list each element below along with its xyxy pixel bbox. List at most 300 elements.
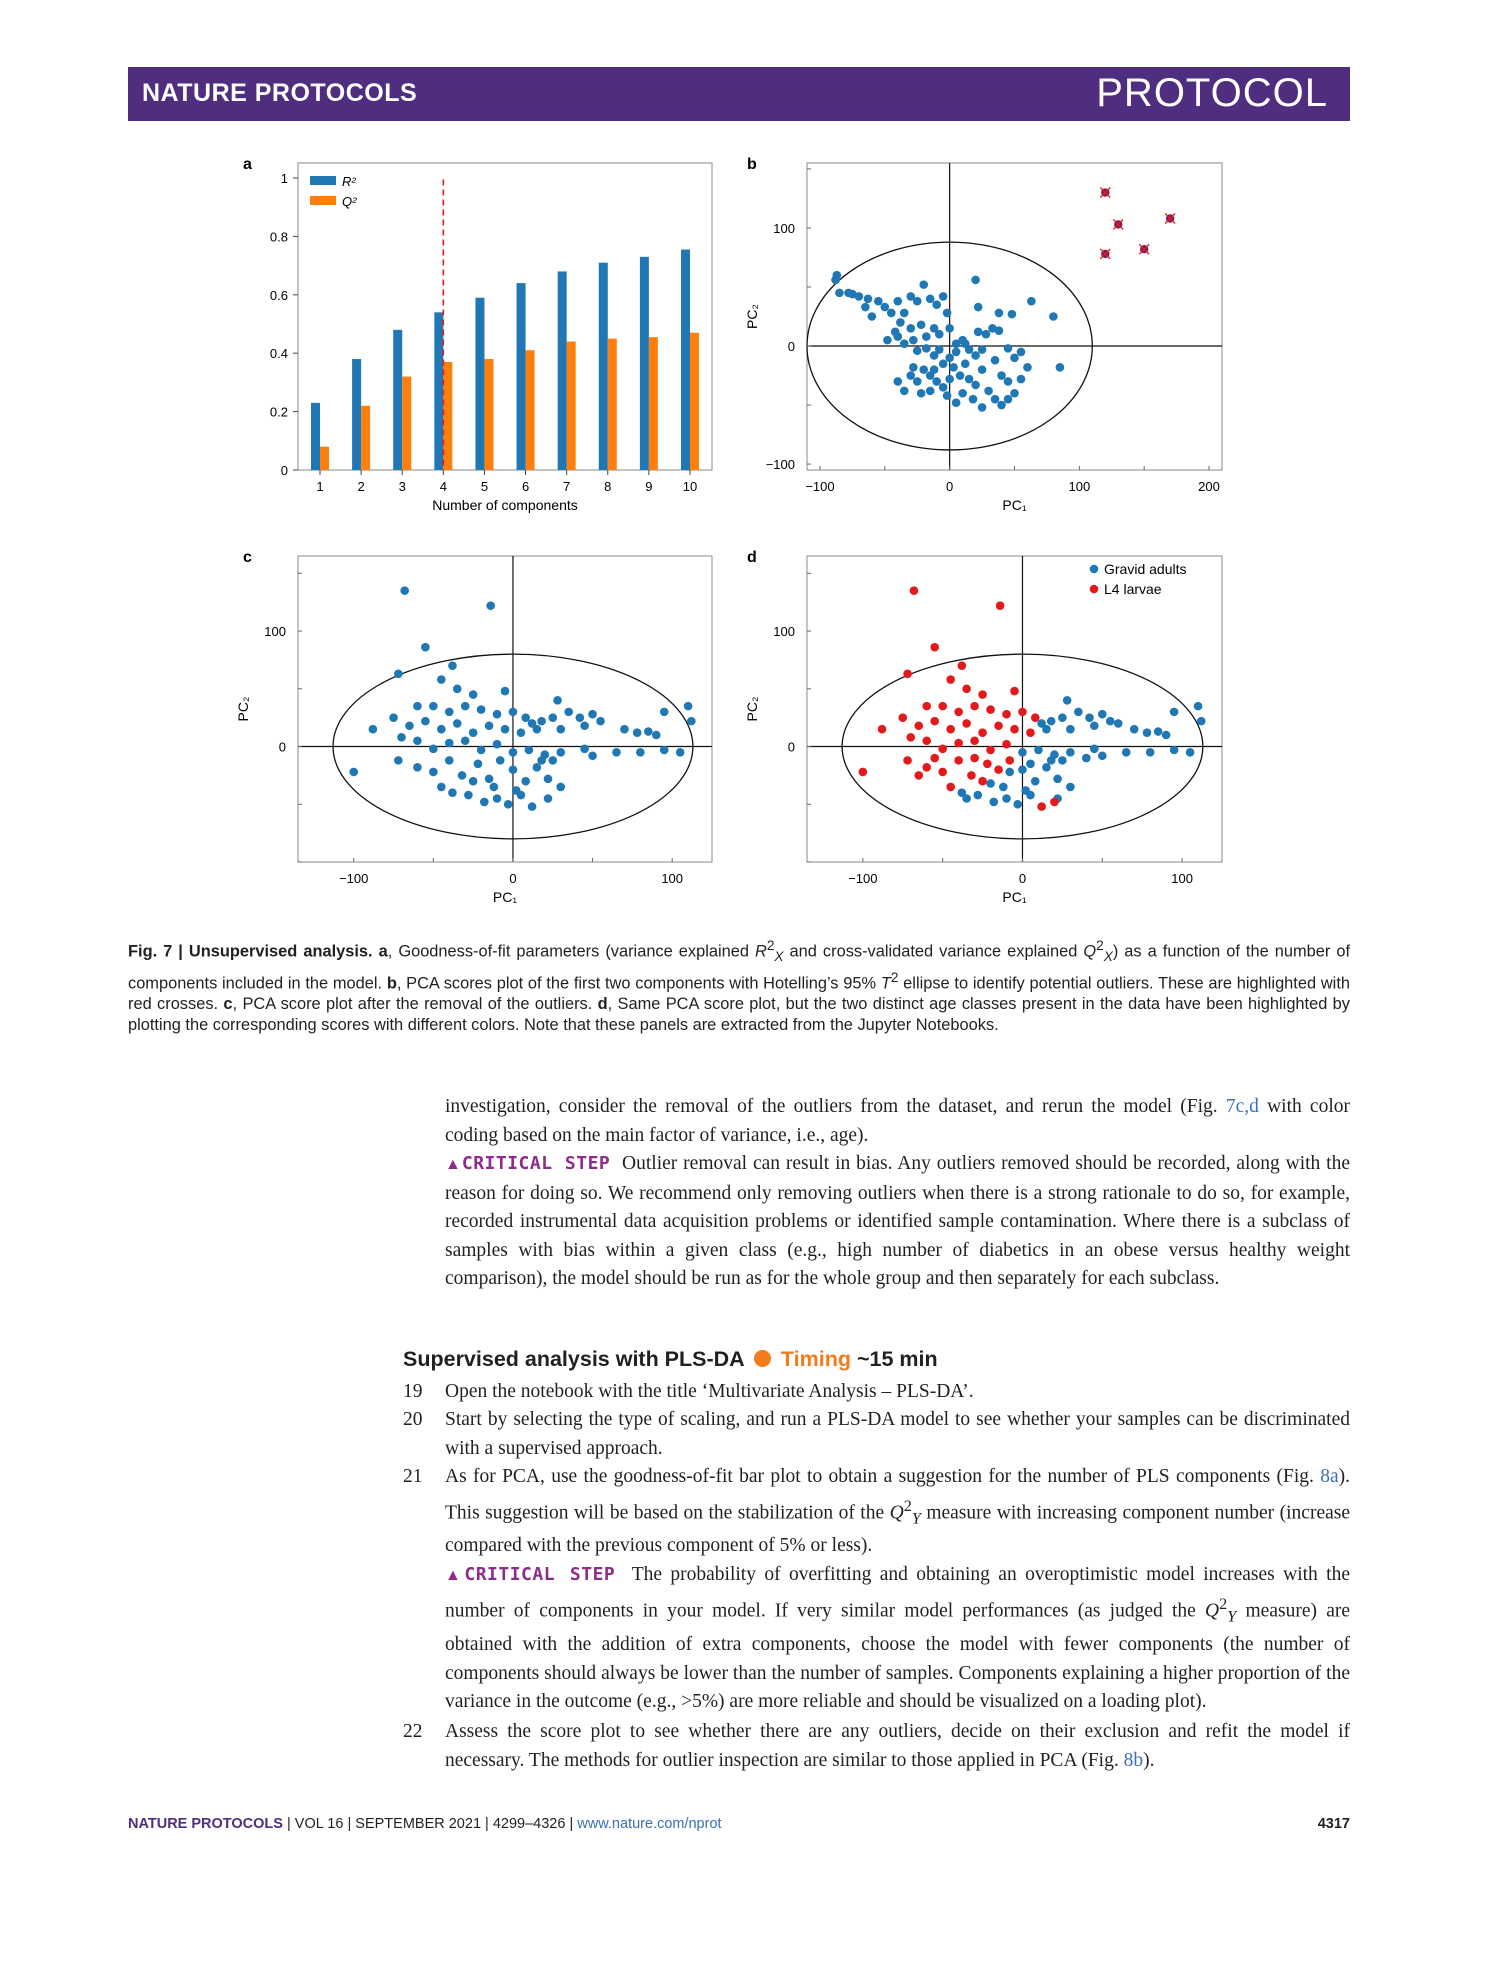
score-point xyxy=(504,800,513,809)
bar-r2 xyxy=(640,257,649,470)
score-point xyxy=(596,717,605,726)
caption-panel-c: c xyxy=(223,995,233,1014)
score-point xyxy=(1018,765,1027,774)
bar-r2 xyxy=(517,283,526,470)
score-point xyxy=(943,309,952,318)
score-point xyxy=(1004,344,1013,353)
score-point xyxy=(935,330,944,339)
score-point xyxy=(970,736,979,745)
score-point xyxy=(917,320,926,329)
score-point xyxy=(544,775,553,784)
score-point xyxy=(956,371,965,380)
y-axis-label: PC₂ xyxy=(744,304,760,329)
score-point xyxy=(429,768,438,777)
caption-text: , PCA scores plot of the first two components with Hotelling’s 95% xyxy=(396,974,881,993)
score-point xyxy=(971,381,980,390)
legend-label: Gravid adults xyxy=(1104,561,1187,577)
score-point xyxy=(652,731,661,740)
score-point xyxy=(477,705,486,714)
score-point xyxy=(971,276,980,285)
caption-q2x: Q xyxy=(1083,942,1097,961)
score-point xyxy=(620,725,629,734)
score-point xyxy=(914,771,923,780)
score-point xyxy=(485,721,494,730)
step-number: 20 xyxy=(403,1409,423,1430)
score-point xyxy=(906,324,915,333)
figure-link[interactable]: 7c,d xyxy=(1225,1096,1259,1117)
critical-step-paragraph xyxy=(445,1150,1350,1294)
footer-pages: 4299–4326 xyxy=(492,1816,566,1832)
score-point xyxy=(893,377,902,386)
score-point xyxy=(893,332,902,341)
score-point xyxy=(564,708,573,717)
bar-r2 xyxy=(681,250,690,470)
score-point xyxy=(413,702,422,711)
y-tick-label: 0.8 xyxy=(269,229,288,245)
critical-triangle-icon: ▲ xyxy=(445,1566,465,1584)
score-point xyxy=(930,643,939,652)
score-point xyxy=(1122,748,1131,757)
x-axis-label: PC₁ xyxy=(1002,889,1027,905)
score-point xyxy=(1042,763,1051,772)
score-point xyxy=(448,788,457,797)
score-point xyxy=(612,748,621,757)
y-tick-label: 0 xyxy=(278,739,286,755)
score-point xyxy=(864,294,873,303)
score-point xyxy=(938,745,947,754)
score-point xyxy=(496,756,505,765)
score-point xyxy=(1085,713,1094,722)
x-tick-label: 8 xyxy=(604,479,612,494)
body-paragraph xyxy=(445,1093,1350,1150)
score-point xyxy=(521,777,530,786)
section-heading xyxy=(403,1347,938,1372)
score-point xyxy=(943,391,952,400)
score-point xyxy=(881,303,890,312)
x-axis-label: PC₁ xyxy=(1002,497,1027,513)
q-symbol: Q xyxy=(889,1502,904,1523)
score-point xyxy=(477,746,486,755)
score-point xyxy=(962,684,971,693)
x-tick-label: −100 xyxy=(805,479,835,494)
x-tick-label: 0 xyxy=(509,871,517,886)
score-point xyxy=(995,326,1004,335)
score-point xyxy=(493,740,502,749)
score-point xyxy=(930,365,939,374)
step-text-part: As for PCA, use the goodness-of-fit bar plot to obtain a suggestion for the number of PLS components (Fig. xyxy=(445,1466,1321,1487)
bar-r2 xyxy=(475,298,484,470)
x-tick-label: 0 xyxy=(946,479,954,494)
step-number: 22 xyxy=(403,1721,423,1742)
body-text: Outlier removal can result in bias. Any outliers removed should be recorded, along with the reason for doing so. We recommend only removing outliers when there is a strong rationale to do so, for example, recorded instrumental data acquisition problems or identified sample contamination. Where there is a subclass of samples with bias within a given class (e.g., high number of diabetics in an obese versus healthy weight comparison), the model should be run as for the whole group and then separately for each subclass. xyxy=(445,1153,1350,1289)
score-point xyxy=(556,748,565,757)
score-point xyxy=(914,721,923,730)
score-point xyxy=(878,725,887,734)
y-tick-label: 0.4 xyxy=(269,346,288,362)
score-point xyxy=(995,309,1004,318)
legend-marker xyxy=(1090,565,1099,574)
score-point xyxy=(1023,363,1032,372)
score-point xyxy=(986,779,995,788)
step-number: 21 xyxy=(403,1466,423,1487)
bar-q2 xyxy=(649,337,658,470)
critical-step-label: CRITICAL STEP xyxy=(464,1563,616,1585)
score-point xyxy=(490,783,499,792)
x-tick-label: 6 xyxy=(521,479,530,494)
score-point xyxy=(480,798,489,807)
score-point xyxy=(1042,725,1051,734)
score-point xyxy=(1005,756,1014,765)
article-type: PROTOCOL xyxy=(1096,71,1328,115)
score-point xyxy=(1002,794,1011,803)
score-point xyxy=(1004,377,1013,386)
x-tick-label: 3 xyxy=(398,479,406,494)
score-point xyxy=(965,375,974,384)
x-tick-label: 100 xyxy=(1068,479,1091,494)
score-point xyxy=(913,377,922,386)
score-point xyxy=(970,754,979,763)
score-point xyxy=(1034,746,1043,755)
score-point xyxy=(954,739,963,748)
score-point xyxy=(1047,717,1056,726)
score-point xyxy=(917,389,926,398)
score-point xyxy=(1106,717,1115,726)
bar-r2 xyxy=(599,263,608,470)
score-point xyxy=(556,725,565,734)
score-point xyxy=(501,687,510,696)
score-point xyxy=(528,802,537,811)
score-point xyxy=(978,728,987,737)
score-point xyxy=(1018,708,1027,717)
score-point xyxy=(521,713,530,722)
score-point xyxy=(958,389,967,398)
footer-volume: VOL 16 xyxy=(294,1816,344,1832)
score-point xyxy=(1010,725,1019,734)
x-axis-label: Number of components xyxy=(432,497,578,513)
y-tick-label: 0 xyxy=(280,463,288,478)
score-point xyxy=(1026,728,1035,737)
score-point xyxy=(413,763,422,772)
score-point xyxy=(922,344,931,353)
score-point xyxy=(469,777,478,786)
score-point xyxy=(967,771,976,780)
score-point xyxy=(994,765,1003,774)
score-point xyxy=(486,601,495,610)
caption-text: , PCA score plot after the removal of the outliers. xyxy=(232,995,598,1014)
score-point xyxy=(919,365,928,374)
score-point xyxy=(949,363,958,372)
score-point xyxy=(932,377,941,386)
score-point xyxy=(517,728,526,737)
score-point xyxy=(1031,777,1040,786)
score-point xyxy=(945,375,954,384)
score-point xyxy=(1066,748,1075,757)
caption-text: ) as a function of the number of components included in the model. xyxy=(128,942,1350,993)
score-point xyxy=(1154,727,1163,736)
score-point xyxy=(893,297,902,306)
score-point xyxy=(962,719,971,728)
score-point xyxy=(1114,719,1123,728)
score-point xyxy=(909,363,918,372)
score-point xyxy=(437,783,446,792)
score-point xyxy=(437,675,446,684)
score-point xyxy=(913,297,922,306)
legend-swatch-q2 xyxy=(310,196,336,205)
score-point xyxy=(660,746,669,755)
score-point xyxy=(509,748,518,757)
page-footer xyxy=(128,1816,1350,1832)
x-tick-label: 1 xyxy=(316,479,324,494)
score-point xyxy=(952,348,961,357)
score-point xyxy=(986,705,995,714)
score-point xyxy=(978,345,987,354)
score-point xyxy=(913,346,922,355)
score-point xyxy=(831,276,840,285)
score-point xyxy=(962,794,971,803)
score-point xyxy=(429,745,438,754)
panel-d xyxy=(744,549,1222,905)
score-point xyxy=(369,725,378,734)
y-tick-label: 100 xyxy=(773,220,795,236)
score-point xyxy=(978,403,987,412)
panel-b xyxy=(744,156,1222,513)
score-point xyxy=(922,332,931,341)
score-point xyxy=(1002,740,1011,749)
score-point xyxy=(1050,798,1059,807)
score-point xyxy=(429,702,438,711)
score-point xyxy=(1005,768,1014,777)
caption-panel-b: b xyxy=(386,974,397,993)
footer-separator: | xyxy=(485,1816,489,1832)
score-point xyxy=(887,309,896,318)
score-point xyxy=(945,324,954,333)
score-point xyxy=(1017,348,1026,357)
x-tick-label: 100 xyxy=(1171,871,1193,886)
score-point xyxy=(945,354,954,363)
score-point xyxy=(1002,710,1011,719)
score-point xyxy=(1197,717,1206,726)
step-text-part: The probability of overfitting and obtaining an overoptimistic model increases with the number of components in your model. If very similar model performances (as judged the xyxy=(445,1563,1350,1622)
score-point xyxy=(835,289,844,298)
y-tick-label: 100 xyxy=(264,624,286,640)
legend-swatch-r2 xyxy=(310,176,336,185)
bar-q2 xyxy=(608,339,617,470)
y-tick-label: 0 xyxy=(787,739,795,755)
legend-label-r2: R² xyxy=(342,174,356,189)
critical-step-label: CRITICAL STEP xyxy=(461,1153,611,1174)
score-point xyxy=(553,696,562,705)
score-point xyxy=(922,763,931,772)
y-tick-label: 0.6 xyxy=(269,287,288,303)
critical-triangle-icon: ▲ xyxy=(445,1156,462,1173)
step-text: Open the notebook with the title ‘Multivariate Analysis – PLS-DA’. xyxy=(445,1381,974,1402)
panel-c xyxy=(235,549,712,905)
x-tick-label: 5 xyxy=(480,479,489,494)
score-point xyxy=(900,387,909,396)
score-point xyxy=(999,783,1008,792)
score-point xyxy=(469,728,478,737)
score-point xyxy=(903,756,912,765)
score-point xyxy=(855,292,864,301)
y-tick-label: 1 xyxy=(280,171,288,186)
score-point xyxy=(421,717,430,726)
score-point xyxy=(445,708,454,717)
caption-text: , Same PCA score plot, but the two distinct age classes present in the data have been highlighted by plotting the corresponding scores with different colors. Note that these panels are extracted from the Jupyter Notebooks. xyxy=(128,995,1350,1035)
y-tick-label: 0.2 xyxy=(269,404,288,420)
score-point xyxy=(961,359,970,368)
score-point xyxy=(996,601,1005,610)
x-tick-label: 4 xyxy=(439,479,447,494)
score-point xyxy=(445,756,454,765)
score-point xyxy=(1049,312,1058,321)
score-point xyxy=(984,387,993,396)
legend-marker xyxy=(1090,585,1099,594)
bar-q2 xyxy=(402,377,411,470)
step-text-part: measure) are obtained with the addition of extra components, choose the model with fewer components (the number of components should always be lower than the number of samples. Components explaining a higher proportion of the variance in the outcome (e.g., >5%) are more reliable and should be visualized on a loading plot). xyxy=(445,1600,1350,1713)
score-point xyxy=(1037,802,1046,811)
figure-link[interactable]: 8b xyxy=(1123,1749,1144,1771)
footer-separator: | xyxy=(347,1816,352,1832)
score-point xyxy=(556,783,565,792)
score-point xyxy=(971,351,980,360)
score-point xyxy=(978,690,987,699)
x-tick-label: 200 xyxy=(1198,479,1220,494)
footer-separator: | xyxy=(569,1816,574,1832)
score-point xyxy=(1027,297,1036,306)
caption-panel-d: d xyxy=(597,995,608,1014)
score-point xyxy=(938,768,947,777)
step-19 xyxy=(403,1378,1350,1407)
score-point xyxy=(509,765,518,774)
score-point xyxy=(474,760,483,769)
score-point xyxy=(421,643,430,652)
score-point xyxy=(1186,748,1195,757)
score-point xyxy=(1004,395,1013,404)
score-point xyxy=(900,339,909,348)
score-point xyxy=(954,708,963,717)
score-point xyxy=(1170,746,1179,755)
score-point xyxy=(461,736,470,745)
score-point xyxy=(684,702,693,711)
footer-url[interactable]: www.nature.com/nprot xyxy=(577,1816,722,1832)
step-text: Start by selecting the type of scaling, and run a PLS-DA model to see whether your samples can be discriminated with a supervised approach. xyxy=(445,1409,1350,1459)
x-tick-label: 7 xyxy=(563,479,571,494)
score-point xyxy=(1066,783,1075,792)
timing-label: Timing xyxy=(780,1347,851,1371)
step-text-part: measure with increasing component number (increase compared with the previous component of 5% or less). xyxy=(445,1502,1350,1557)
score-point xyxy=(906,371,915,380)
score-point xyxy=(544,794,553,803)
bar-q2 xyxy=(567,342,576,470)
score-point xyxy=(983,760,992,769)
panel-a xyxy=(243,156,712,513)
score-point xyxy=(896,318,905,327)
score-point xyxy=(900,309,909,318)
page-number: 4317 xyxy=(1317,1816,1350,1832)
score-point xyxy=(868,312,877,321)
figure-caption: Fig. 7 | Unsupervised analysis. a, Goodness-of-fit parameters (variance explained $R^2_X$ and cross-validated variance explained $Q^2_X$) as a function of the number of components included in the model. b, PCA scores plot of the first two components with Hotelling’s 95% $T^2$ ellipse to identify potential outliers. These are highlighted with red crosses. c, PCA score plot after the removal of the outliers. d, Same PCA score plot, but the two distinct age classes present in the data have been highlighted by plotting the corresponding scores with different colors. Note that these panels are extracted from the Jupyter Notebooks. xyxy=(128,938,1350,1035)
step-22 xyxy=(403,1718,1350,1775)
score-point xyxy=(1010,389,1019,398)
score-point xyxy=(1010,354,1019,363)
score-point xyxy=(974,303,983,312)
score-point xyxy=(1143,728,1152,737)
score-point xyxy=(974,328,983,337)
score-point xyxy=(512,786,521,795)
score-point xyxy=(903,669,912,678)
score-point xyxy=(509,708,518,717)
score-point xyxy=(1082,754,1091,763)
step-text-part: ). This suggestion will be based on the stabilization of the xyxy=(445,1466,1350,1523)
score-point xyxy=(861,303,870,312)
panel-label: d xyxy=(747,549,757,566)
score-point xyxy=(453,719,462,728)
score-point xyxy=(1010,687,1019,696)
score-point xyxy=(1090,721,1099,730)
bar-q2 xyxy=(443,362,452,470)
score-point xyxy=(883,336,892,345)
step-text-part: ). xyxy=(1143,1749,1155,1771)
score-point xyxy=(537,717,546,726)
y-axis-label: PC₂ xyxy=(235,696,251,722)
score-point xyxy=(910,586,919,595)
x-tick-label: −100 xyxy=(848,871,878,886)
score-point xyxy=(930,754,939,763)
score-point xyxy=(660,708,669,717)
score-point xyxy=(1058,756,1067,765)
score-point xyxy=(946,675,955,684)
plot-frame xyxy=(298,556,712,862)
score-point xyxy=(973,791,982,800)
journal-name: NATURE PROTOCOLS xyxy=(142,79,418,107)
x-tick-label: 0 xyxy=(1018,871,1027,886)
score-point xyxy=(1194,702,1203,711)
score-point xyxy=(405,721,414,730)
caption-panel-a: a xyxy=(378,942,388,961)
score-point xyxy=(676,748,685,757)
step-21 xyxy=(403,1463,1350,1717)
x-tick-label: 10 xyxy=(682,479,698,494)
figure-link[interactable]: 8a xyxy=(1320,1466,1339,1487)
score-point xyxy=(394,669,403,678)
score-point xyxy=(1058,713,1067,722)
legend-label-q2: Q² xyxy=(342,194,357,209)
score-point xyxy=(633,728,642,737)
y-axis-label: PC₂ xyxy=(744,696,760,722)
score-point xyxy=(1026,760,1035,769)
score-point xyxy=(1066,725,1075,734)
body-text: investigation, consider the removal of the outliers from the dataset, and rerun the model (Fig. xyxy=(445,1096,1226,1117)
x-axis-label: PC₁ xyxy=(492,889,518,905)
score-point xyxy=(938,702,947,711)
score-point xyxy=(588,751,597,760)
score-point xyxy=(1098,751,1107,760)
score-point xyxy=(453,684,462,693)
score-point xyxy=(461,702,470,711)
score-point xyxy=(982,330,991,339)
score-point xyxy=(922,702,931,711)
score-point xyxy=(687,717,696,726)
score-point xyxy=(958,661,967,670)
score-point xyxy=(493,794,502,803)
x-tick-label: 2 xyxy=(357,479,365,494)
score-point xyxy=(349,768,358,777)
score-point xyxy=(969,395,978,404)
score-point xyxy=(997,401,1006,410)
score-point xyxy=(437,725,446,734)
score-point xyxy=(939,359,948,368)
step-text-part: Assess the score plot to see whether there are any outliers, decide on their exclusion and refit the model if necessary. The methods for outlier inspection are similar to those applied in PCA (Fig. xyxy=(445,1721,1350,1771)
